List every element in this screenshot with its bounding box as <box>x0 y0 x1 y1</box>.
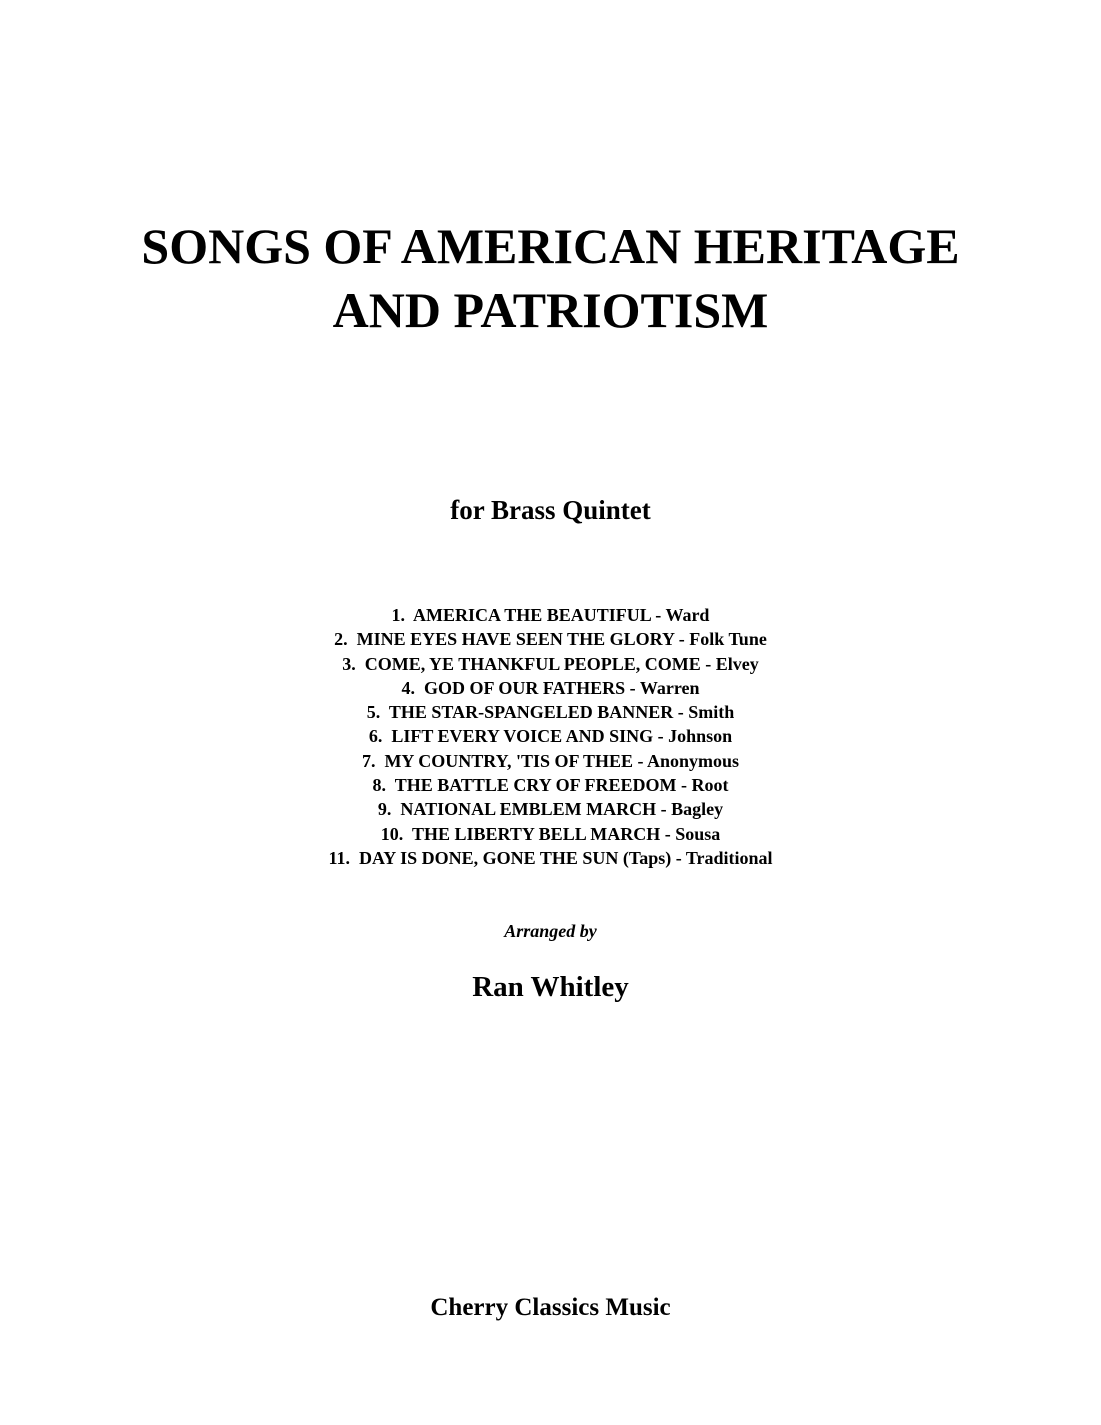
arranged-by-label: Arranged by <box>504 921 597 941</box>
song-item: 2. MINE EYES HAVE SEEN THE GLORY - Folk Tune <box>334 629 767 650</box>
song-list <box>0 603 1101 870</box>
title-line-2: AND PATRIOTISM <box>332 281 769 338</box>
song-item: 7. MY COUNTRY, 'TIS OF THEE - Anonymous <box>361 750 740 771</box>
song-item: 5. THE STAR-SPANGELED BANNER - Smith <box>366 702 735 723</box>
publisher-name: Cherry Classics Music <box>430 1294 671 1321</box>
instrumentation-subtitle: for Brass Quintet <box>450 495 651 525</box>
page-title <box>0 214 1101 342</box>
song-item: 11. DAY IS DONE, GONE THE SUN (Taps) - Traditional <box>328 847 773 868</box>
song-item: 8. THE BATTLE CRY OF FREEDOM - Root <box>372 775 729 796</box>
title-line-1: SONGS OF AMERICAN HERITAGE <box>141 217 960 274</box>
song-item: 10. THE LIBERTY BELL MARCH - Sousa <box>380 823 721 844</box>
song-item: 6. LIFT EVERY VOICE AND SING - Johnson <box>368 726 733 747</box>
song-item: 9. NATIONAL EMBLEM MARCH - Bagley <box>377 799 724 820</box>
song-item: 3. COME, YE THANKFUL PEOPLE, COME - Elvey <box>342 653 759 674</box>
song-item: 1. AMERICA THE BEAUTIFUL - Ward <box>391 605 710 625</box>
song-item: 4. GOD OF OUR FATHERS - Warren <box>401 677 700 698</box>
arranger-name: Ran Whitley <box>472 971 629 1003</box>
